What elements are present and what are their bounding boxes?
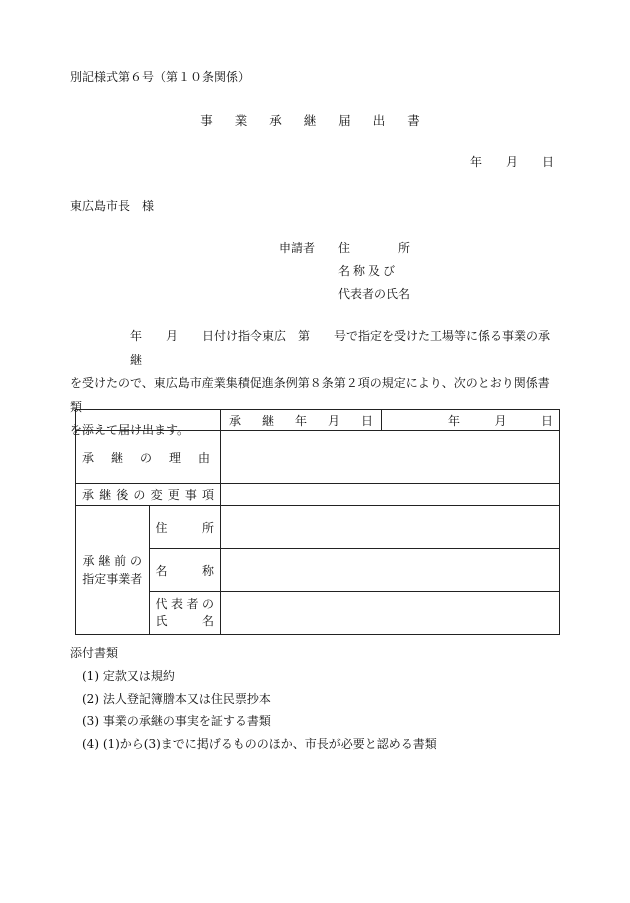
label-char: 由 [197,450,210,465]
succession-date-value[interactable]: 年 月 日 [382,410,560,431]
date-day: 日 [542,155,555,169]
table-corner-cell [76,410,221,431]
succession-reason-field[interactable] [221,431,560,484]
label-char: 後 [116,488,129,502]
date-year: 年 [470,155,483,169]
document-title: 事業承継届出書 [200,113,442,128]
body-line-2: を受けたので、東広島市産業集積促進条例第８条第２項の規定により、次のとおり関係書類 [70,376,550,414]
prior-designated-business-label: 承 継 前 の 指定事業者 [76,506,150,635]
prior-rep-label [149,592,221,635]
label-char: 更 [167,488,180,502]
attachment-item: (2) 法人登記簿謄本又は住民票抄本 [82,692,271,706]
label-char: 変 [150,488,163,502]
label-char: 称 [201,563,214,578]
label-char: 名 [155,563,168,578]
label-char: の [201,597,214,611]
body-line-3: を添えて届け出ます。 [70,423,190,437]
attachment-item: (1) 定款又は規約 [82,669,175,683]
label-char: 氏 [155,614,168,628]
attachment-item: (3) 事業の承継の事実を証する書類 [82,714,271,728]
addressee: 東広島市長 様 [70,199,155,213]
label-char: 継 [99,488,112,502]
succession-date-label [221,410,382,431]
date-line [470,153,554,170]
succession-form-table [75,409,560,635]
prior-address-field[interactable] [221,506,560,549]
label-char: 項 [201,488,214,502]
label-char: 継 [110,450,123,465]
post-succession-change-field[interactable] [221,484,560,506]
prior-address-label [149,506,221,549]
applicant-name-label: 名称及び [338,264,399,278]
label-char: 者 [186,597,199,611]
label-char: 所 [201,520,214,535]
label-char: 表 [170,597,183,611]
label-char: 承 [82,488,95,502]
body-line-1: 年 月 日付け指令東広 第 号で指定を受けた工場等に係る事業の承継 [130,329,551,367]
label-char: 承 [82,450,95,465]
label-char: 名 [201,614,214,628]
date-month: 月 [506,155,519,169]
succession-reason-label [76,431,221,484]
label-char: 月 [327,413,340,428]
attachment-item: (4) (1)から(3)までに掲げるもののほか、市長が必要と認める書類 [82,737,437,751]
label-char: 住 [155,520,168,535]
form-id: 別記様式第６号（第１０条関係） [70,70,251,84]
post-succession-change-label [76,484,221,506]
prior-name-label [149,549,221,592]
attachments-title: 添付書類 [70,646,119,660]
label-char: 日 [360,413,373,428]
prior-rep-field[interactable] [221,592,560,635]
label-char: 年 [294,413,307,428]
applicant-address-label: 住 所 [338,241,410,255]
label-char: 代 [155,597,168,611]
label-char: 事 [184,488,197,502]
applicant-label: 申請者 [279,241,316,255]
label-char: 継 [261,413,274,428]
label-char: の [139,450,152,465]
prior-name-field[interactable] [221,549,560,592]
label-char: 承 [229,413,242,428]
applicant-rep-label: 代表者の氏名 [338,287,411,301]
label-char: 理 [168,450,181,465]
label-char: の [133,488,146,502]
